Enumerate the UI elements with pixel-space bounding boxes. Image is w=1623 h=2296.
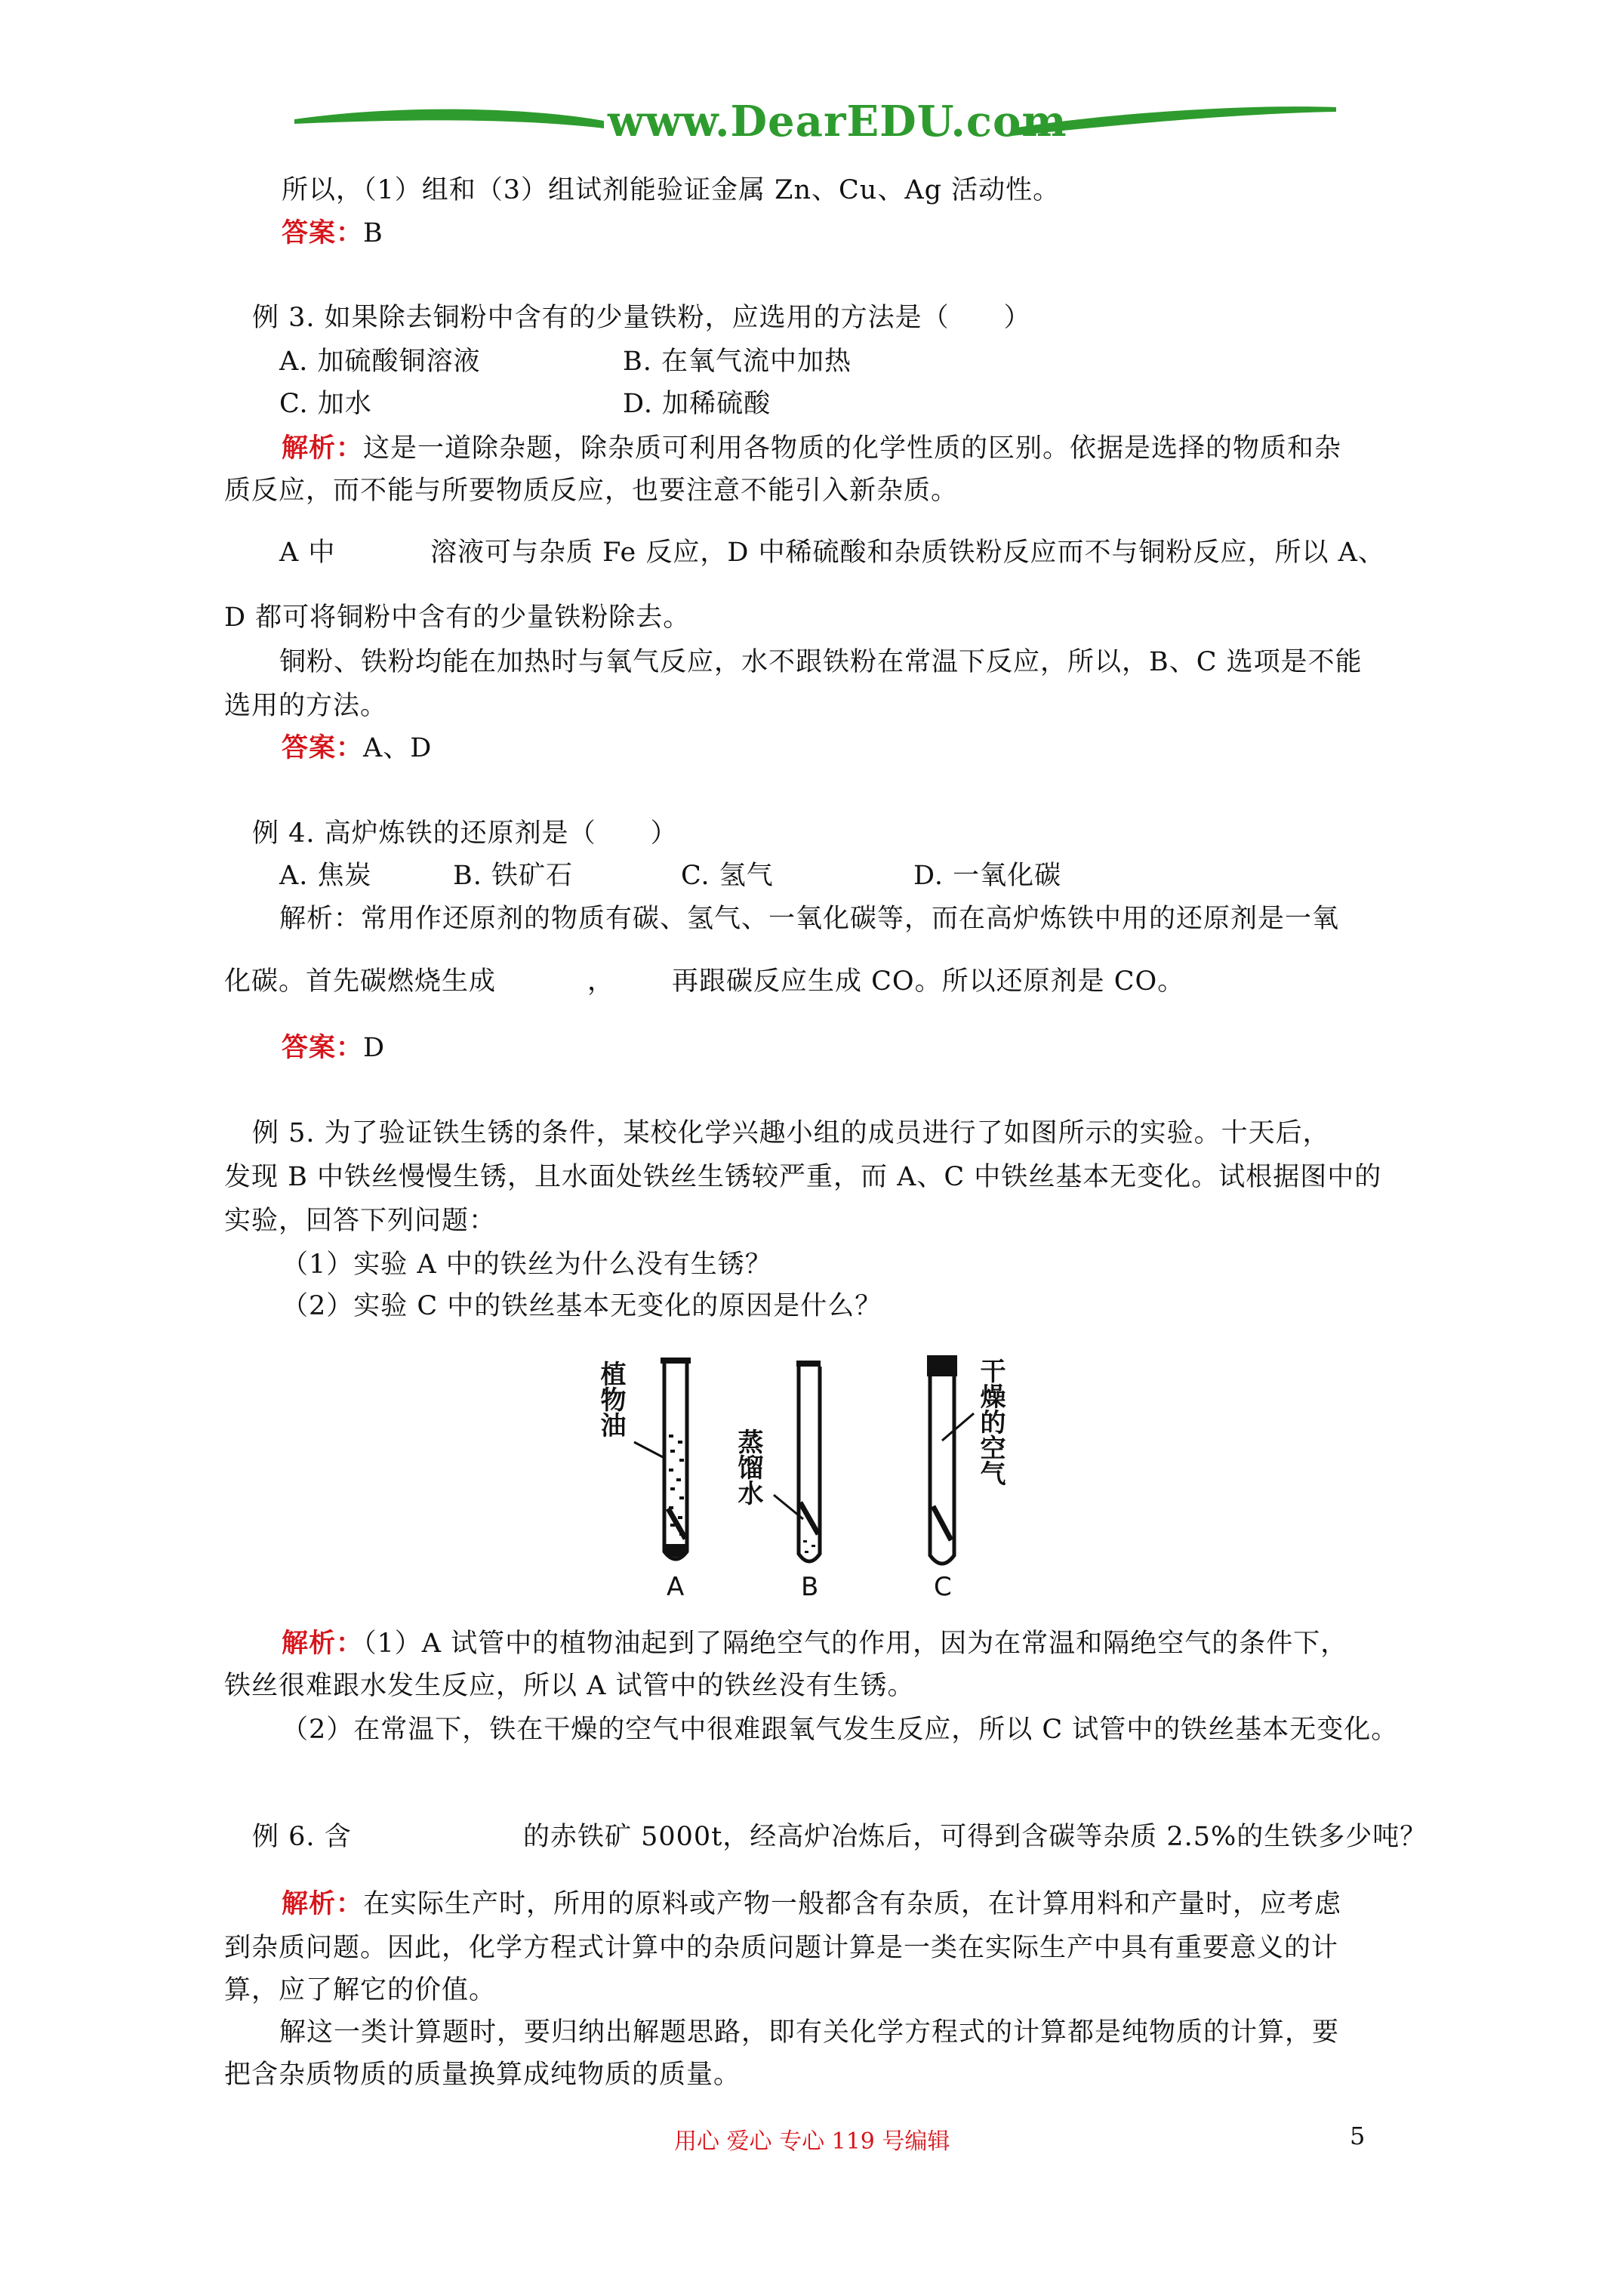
analysis-line xyxy=(282,1889,1341,1919)
label-vegetable-oil: 植物油 xyxy=(596,1361,626,1438)
text-line: 到杂质问题。因此，化学方程式计算中的杂质问题计算是一类在实际生产中具有重要意义的计 xyxy=(224,1933,1339,1963)
text-line: D 都可将铜粉中含有的少量铁粉除去。 xyxy=(224,603,691,633)
answer-line xyxy=(282,733,432,763)
question-ex4: 例 4. 高炉炼铁的还原剂是（ ） xyxy=(252,818,678,849)
answer-label: 答案： xyxy=(282,1032,364,1063)
footer-text: 用心 爱心 专心 119 号编辑 xyxy=(674,2128,950,2155)
answer-value: D xyxy=(363,1033,386,1063)
text-line: 铜粉、铁粉均能在加热时与氧气反应，水不跟铁粉在常温下反应，所以，B、C 选项是不能 xyxy=(279,647,1363,677)
analysis-label: 解析： xyxy=(282,1628,364,1659)
text-line: 发现 B 中铁丝慢慢生锈，且水面处铁丝生锈较严重，而 A、C 中铁丝基本无变化。试根据图中的 xyxy=(224,1162,1382,1192)
analysis-label: 解析： xyxy=(282,433,364,464)
answer-line xyxy=(282,1033,385,1063)
option-c: C. 氢气 xyxy=(681,861,774,891)
option-a: A. 焦炭 xyxy=(279,861,372,891)
option-c: C. 加水 xyxy=(279,389,372,419)
text-line: （2）在常温下，铁在干燥的空气中很难跟氧气发生反应，所以 C 试管中的铁丝基本无变化。 xyxy=(282,1715,1399,1745)
text-line: 溶液可与杂质 Fe 反应，D 中稀硫酸和杂质铁粉反应而不与铜粉反应，所以 A、 xyxy=(430,538,1385,568)
analysis-label: 解析： xyxy=(282,1888,364,1919)
text-fragment: 化碳。首先碳燃烧生成 xyxy=(224,966,497,997)
option-b: B. 铁矿石 xyxy=(453,861,573,891)
analysis-text: （1）A 试管中的植物油起到了隔绝空气的作用，因为在常温和隔绝空气的条件下， xyxy=(363,1629,1348,1659)
site-logo-text[interactable]: www.DearEDU.com xyxy=(608,97,1067,146)
text-line: 选用的方法。 xyxy=(224,691,388,721)
tube-b xyxy=(796,1361,821,1561)
answer-label: 答案： xyxy=(282,732,364,763)
text-line: 质反应，而不能与所要物质反应，也要注意不能引入新杂质。 xyxy=(224,476,959,506)
option-d: D. 一氧化碳 xyxy=(913,861,1062,891)
sub-question: （1）实验 A 中的铁丝为什么没有生锈？ xyxy=(282,1250,772,1280)
text-line: 铁丝很难跟水发生反应，所以 A 试管中的铁丝没有生锈。 xyxy=(224,1671,915,1701)
sub-question: （2）实验 C 中的铁丝基本无变化的原因是什么？ xyxy=(282,1291,882,1321)
text-fragment: ， xyxy=(587,966,615,997)
answer-value: A、D xyxy=(363,733,433,763)
tube-label-b: B xyxy=(801,1572,819,1602)
question-ex6: 的赤铁矿 5000t，经高炉冶炼后，可得到含碳等杂质 2.5%的生铁多少吨？ xyxy=(523,1822,1427,1852)
answer-value: B xyxy=(363,218,383,248)
analysis-line xyxy=(282,433,1341,464)
answer-label: 答案： xyxy=(282,217,364,248)
analysis-text: 在实际生产时，所用的原料或产物一般都含有杂质，在计算用料和产量时，应考虑 xyxy=(363,1889,1342,1919)
label-dry-air: 干燥的空气 xyxy=(975,1358,1006,1486)
analysis-text: 这是一道除杂题，除杂质可利用各物质的化学性质的区别。依据是选择的物质和杂 xyxy=(363,433,1342,464)
analysis-line xyxy=(282,1629,1347,1659)
label-distilled-water: 蒸馏水 xyxy=(733,1428,763,1505)
text-line: 解这一类计算题时，要归纳出解题思路，即有关化学方程式的计算都是纯物质的计算，要 xyxy=(279,2017,1340,2048)
text-fragment: 再跟碳反应生成 CO。所以还原剂是 CO。 xyxy=(672,966,1185,997)
question-ex3: 例 3. 如果除去铜粉中含有的少量铁粉，应选用的方法是（ ） xyxy=(252,303,1031,333)
option-b: B. 在氧气流中加热 xyxy=(623,347,852,377)
page-number: 5 xyxy=(1350,2122,1366,2150)
tube-label-a: A xyxy=(667,1572,685,1602)
option-d: D. 加稀硫酸 xyxy=(623,389,771,419)
text-line: 所以，（1）组和（3）组试剂能验证金属 Zn、Cu、Ag 活动性。 xyxy=(282,175,1061,205)
text-line: 算，应了解它的价值。 xyxy=(224,1975,497,2005)
text-line: 把含杂质物质的质量换算成纯物质的质量。 xyxy=(224,2060,741,2090)
tube-c xyxy=(927,1355,957,1564)
answer-line xyxy=(282,218,383,248)
test-tube-diagram xyxy=(544,1351,1072,1608)
analysis-line: 解析：常用作还原剂的物质有碳、氢气、一氧化碳等，而在高炉炼铁中用的还原剂是一氧 xyxy=(279,904,1340,934)
option-a: A. 加硫酸铜溶液 xyxy=(279,347,481,377)
question-ex5: 例 5. 为了验证铁生锈的条件，某校化学兴趣小组的成员进行了如图所示的实验。十天后， xyxy=(252,1118,1330,1148)
tube-label-c: C xyxy=(934,1572,952,1602)
question-ex6-prefix: 例 6. 含 xyxy=(252,1822,352,1852)
text-line: 实验，回答下列问题： xyxy=(224,1206,497,1236)
text-fragment: A 中 xyxy=(279,538,336,568)
